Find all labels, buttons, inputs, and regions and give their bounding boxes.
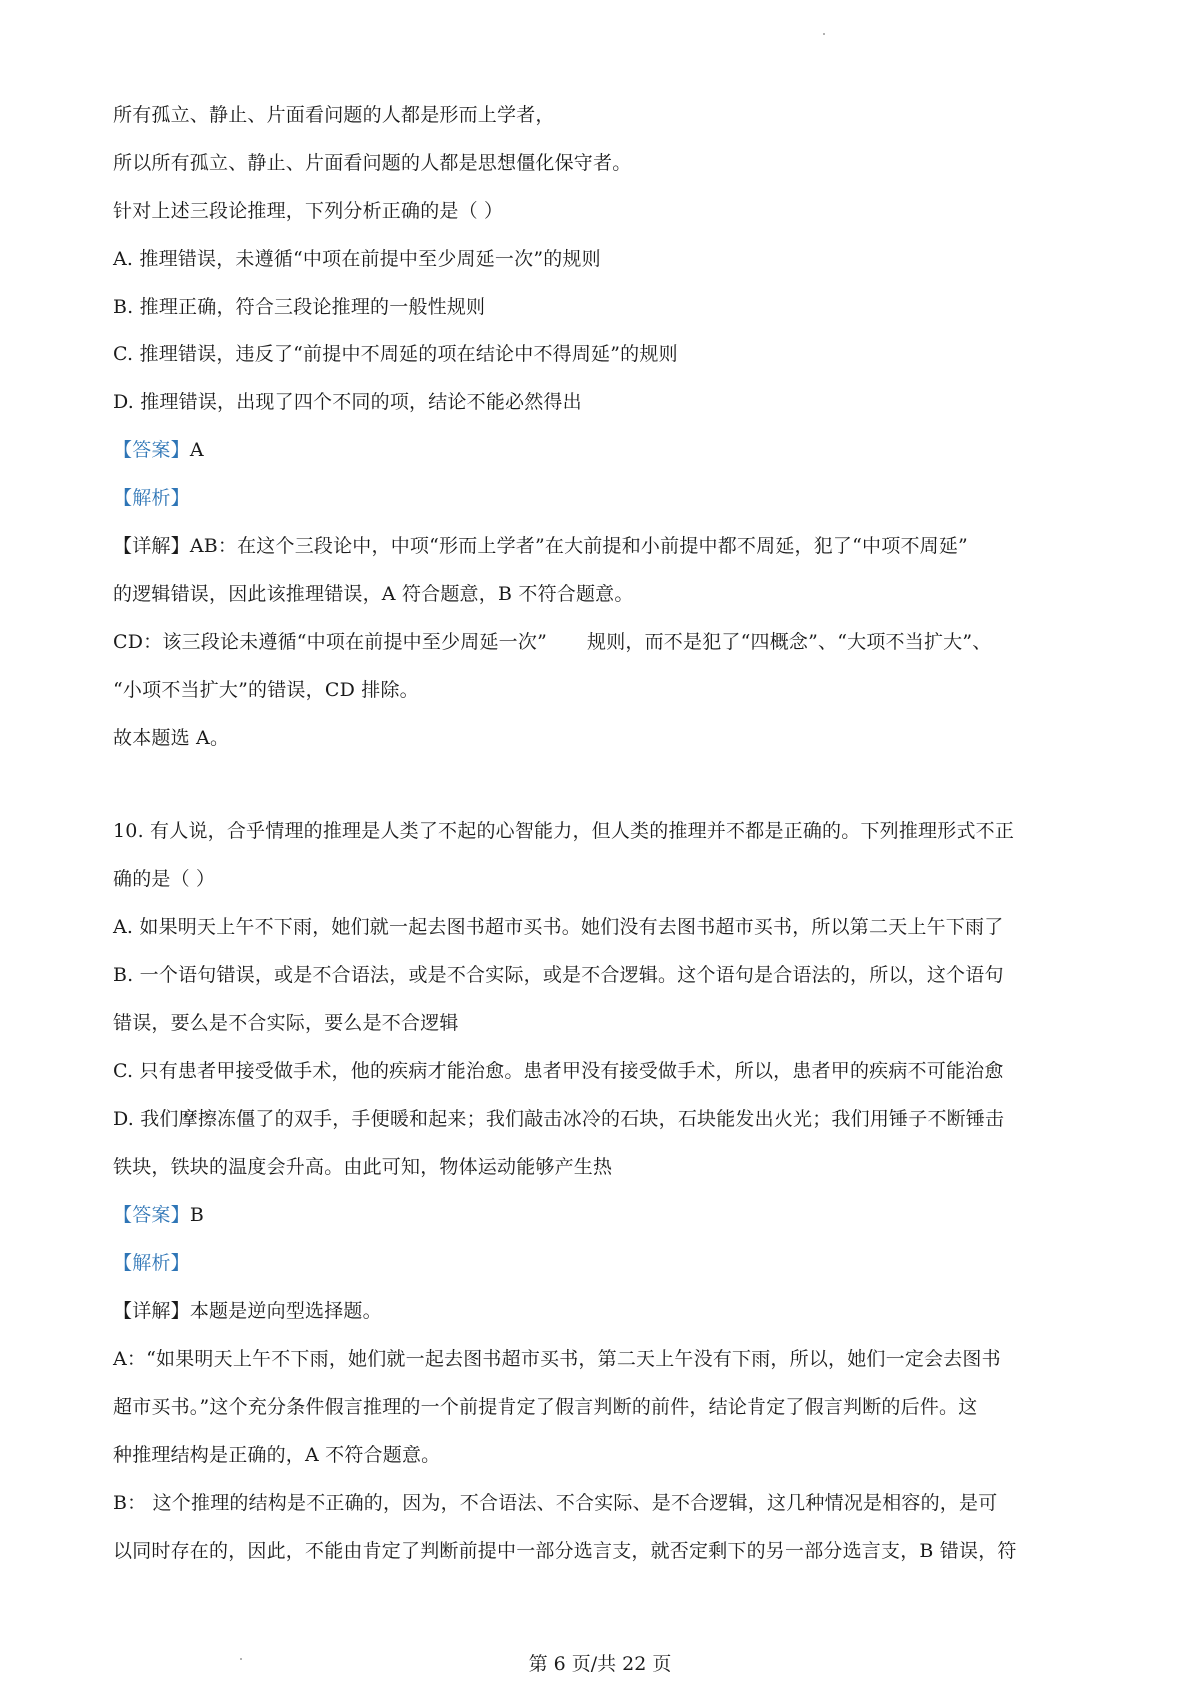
q10-option-a: A. 如果明天上午不下雨，她们就一起去图书超市买书。她们没有去图书超市买书，所以第二天上午下雨了: [113, 916, 1004, 938]
q10-detail-tag: 【详解】: [113, 1300, 190, 1322]
option-c: C. 推理错误，违反了“前提中不周延的项在结论中不得周延”的规则: [113, 343, 678, 365]
premise-line: 所有孤立、静止、片面看问题的人都是形而上学者，: [113, 104, 555, 126]
option-b: B. 推理正确，符合三段论推理的一般性规则: [113, 296, 486, 318]
detail-cd-line: [113, 629, 991, 655]
detail-cd-continued: “小项不当扩大”的错误，CD 排除。: [113, 679, 419, 701]
q10-option-c: C. 只有患者甲接受做手术，他的疾病才能治愈。患者甲没有接受做手术，所以，患者甲的疾病不可能治愈: [113, 1060, 1004, 1082]
answer-line: [113, 437, 204, 463]
q10-detail-b-continued: 以同时存在的，因此，不能由肯定了判断前提中一部分选言支，就否定剩下的另一部分选言支，B 错误，符: [113, 1540, 1017, 1562]
question-10-stem: 10. 有人说，合乎情理的推理是人类了不起的心智能力，但人类的推理并不都是正确的。下列推理形式不正: [113, 820, 1015, 842]
q10-detail-line: [113, 1298, 382, 1324]
q10-detail-a-continued-1: 超市买书。”这个充分条件假言推理的一个前提肯定了假言判断的前件，结论肯定了假言判断的后件。这: [113, 1396, 978, 1418]
q10-detail-a-continued-2: 种推理结构是正确的，A 不符合题意。: [113, 1444, 441, 1466]
question-10-stem-continued: 确的是（ ）: [113, 868, 216, 890]
analysis-tag: 【解析】: [113, 487, 190, 509]
answer-value: A: [189, 439, 204, 461]
scan-speck: [823, 33, 825, 35]
detail-text: AB：在这个三段论中，中项“形而上学者”在大前提和小前提中都不周延，犯了“中项不周延”: [189, 535, 968, 557]
q10-detail-text: 本题是逆向型选择题。: [189, 1300, 382, 1322]
detail-continued: 的逻辑错误，因此该推理错误，A 符合题意，B 不符合题意。: [113, 583, 634, 605]
q10-answer-value: B: [189, 1204, 204, 1226]
detail-line: [113, 533, 968, 559]
q10-answer-tag: 【答案】: [113, 1204, 190, 1226]
q10-option-b: B. 一个语句错误，或是不合语法，或是不合实际，或是不合逻辑。这个语句是合语法的，所以，这个语句: [113, 964, 1004, 986]
option-a: A. 推理错误，未遵循“中项在前提中至少周延一次”的规则: [113, 248, 601, 270]
q10-option-d: D. 我们摩擦冻僵了的双手，手便暖和起来；我们敲击冰冷的石块，石块能发出火光；我们用锤子不断锤击: [113, 1108, 1005, 1130]
q10-answer-line: [113, 1202, 204, 1228]
question-stem: 针对上述三段论推理，下列分析正确的是（ ）: [113, 200, 504, 222]
option-d: D. 推理错误，出现了四个不同的项，结论不能必然得出: [113, 391, 582, 413]
answer-tag: 【答案】: [113, 439, 190, 461]
analysis-line: [113, 485, 190, 511]
q10-option-d-continued: 铁块，铁块的温度会升高。由此可知，物体运动能够产生热: [113, 1156, 613, 1178]
page-number: 第 6 页/共 22 页: [528, 1653, 672, 1675]
q10-analysis-tag: 【解析】: [113, 1252, 190, 1274]
detail-cd-part1: CD：该三段论未遵循“中项在前提中至少周延一次”: [113, 631, 547, 653]
q10-analysis-line: [113, 1250, 190, 1276]
q10-detail-a: A：“如果明天上午不下雨，她们就一起去图书超市买书，第二天上午没有下雨，所以，她们一定会去图书: [113, 1348, 1001, 1370]
detail-cd-part2: 规则，而不是犯了“四概念”、“大项不当扩大”、: [587, 631, 992, 653]
q10-option-b-continued: 错误，要么是不合实际，要么是不合逻辑: [113, 1012, 459, 1034]
q10-detail-b: B： 这个推理的结构是不正确的，因为，不合语法、不合实际、是不合逻辑，这几种情况是相容的，是可: [113, 1492, 998, 1514]
conclusion-line: 所以所有孤立、静止、片面看问题的人都是思想僵化保守者。: [113, 152, 632, 174]
detail-tag: 【详解】: [113, 535, 190, 557]
final-choice: 故本题选 A。: [113, 727, 230, 749]
